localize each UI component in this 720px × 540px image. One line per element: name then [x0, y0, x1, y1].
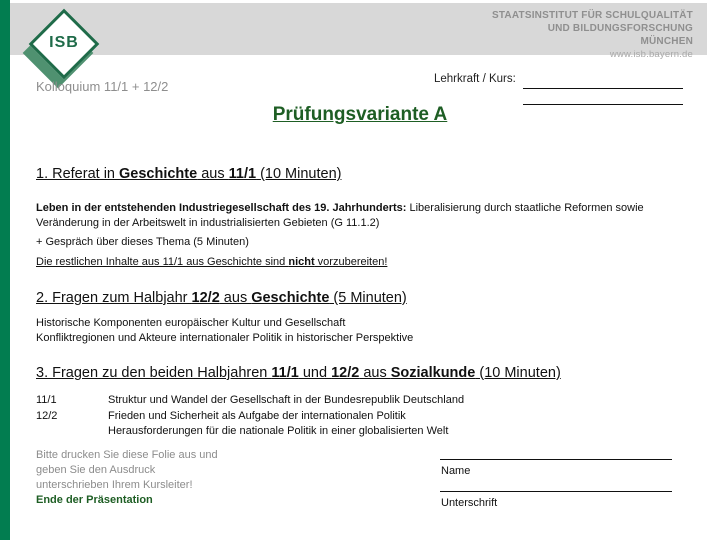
table-row	[36, 393, 464, 409]
section3-heading-post: (10 Minuten)	[475, 365, 561, 381]
print-instruction-line-3: unterschrieben Ihrem Kursleiter!	[36, 479, 193, 491]
isb-logo-icon	[26, 6, 106, 90]
name-label: Name	[441, 465, 471, 477]
section1-heading-bold2: 11/1	[228, 166, 257, 182]
section2-heading	[36, 290, 407, 306]
teacher-course-label: Lehrkraft / Kurs:	[434, 73, 516, 85]
section3-heading-bold2: 12/2	[331, 365, 360, 381]
end-of-presentation-label: Ende der Präsentation	[36, 494, 153, 506]
signature-fill-line	[440, 491, 672, 492]
table-row-desc: Struktur und Wandel der Gesellschaft in der Bundesrepublik Deutschland	[108, 394, 465, 406]
table-row-desc: Herausforderungen für die nationale Politik in einer globalisierten Welt	[108, 425, 449, 437]
section2-line-2: Konfliktregionen und Akteure internationaler Politik in historischer Perspektive	[36, 332, 414, 344]
table-row-term: 11/1	[36, 394, 57, 406]
table-row-desc: Frieden und Sicherheit als Aufgabe der internationalen Politik	[108, 409, 406, 422]
section1-heading-mid: aus	[197, 166, 229, 182]
page-title: Prüfungsvariante A	[272, 104, 448, 125]
section3-table	[36, 393, 464, 440]
section2-heading-pre: 2. Fragen zum Halbjahr	[36, 290, 192, 306]
section3-heading-bold1: 11/1	[271, 365, 299, 381]
section1-note-pre: Die restlichen Inhalte aus 11/1 aus Geschichte sind	[36, 256, 289, 268]
teacher-fill-line-1	[523, 88, 683, 89]
section3-heading	[36, 365, 561, 381]
section2-heading-mid: aus	[219, 290, 252, 306]
logo-text: ISB	[49, 34, 79, 51]
section1-topic-rest: Liberalisierung durch staatliche Reformen sowie Veränderung in der Arbeitswelt in industrialisierten Gebieten (G 11.1.2)	[36, 202, 644, 229]
section3-heading-pre: 3. Fragen zu den beiden Halbjahren	[36, 365, 272, 381]
section2-heading-post: (5 Minuten)	[329, 290, 407, 306]
section1-note-bold: nicht	[288, 256, 315, 268]
section1-heading-pre: 1. Referat in	[36, 166, 120, 182]
signature-label: Unterschrift	[441, 497, 498, 509]
section1-note	[36, 255, 692, 270]
name-fill-line	[440, 459, 672, 460]
section2-heading-bold1: 12/2	[191, 290, 220, 306]
institute-website: www.isb.bayern.de	[609, 49, 693, 60]
table-row	[36, 424, 464, 440]
print-instruction-line-2: geben Sie den Ausdruck	[36, 464, 156, 476]
table-row	[36, 409, 464, 425]
print-instruction-line-1: Bitte drucken Sie diese Folie aus und	[36, 449, 218, 461]
institute-line-1: STAATSINSTITUT FÜR SCHULQUALITÄT	[491, 10, 693, 21]
section3-heading-mid1: und	[298, 365, 332, 381]
course-label: Kolloquium 11/1 + 12/2	[36, 79, 169, 94]
section3-heading-mid2: aus	[359, 365, 391, 381]
section1-talk-line: + Gespräch über dieses Thema (5 Minuten)	[36, 236, 249, 248]
institute-block	[492, 9, 693, 61]
table-row-term	[36, 424, 108, 440]
section1-topic-bold: Leben in der entstehenden Industriegesellschaft des 19. Jahrhunderts:	[36, 202, 407, 214]
section3-heading-bold3: Sozialkunde	[390, 365, 476, 381]
left-accent-stripe	[0, 0, 10, 540]
institute-line-2: UND BILDUNGSFORSCHUNG	[547, 23, 693, 34]
section1-note-post: vorzubereiten!	[314, 256, 388, 268]
table-row-term: 12/2	[36, 409, 58, 422]
institute-line-3: MÜNCHEN	[640, 36, 693, 47]
section1-heading	[36, 166, 341, 182]
print-instruction	[36, 448, 218, 508]
section2-lines	[36, 316, 692, 346]
section1-topic	[36, 201, 692, 231]
section1-heading-bold1: Geschichte	[119, 166, 198, 182]
section2-line-1: Historische Komponenten europäischer Kultur und Gesellschaft	[36, 317, 346, 329]
section2-heading-bold2: Geschichte	[251, 290, 330, 306]
header-band	[10, 3, 707, 60]
section1-heading-post: (10 Minuten)	[256, 166, 342, 182]
